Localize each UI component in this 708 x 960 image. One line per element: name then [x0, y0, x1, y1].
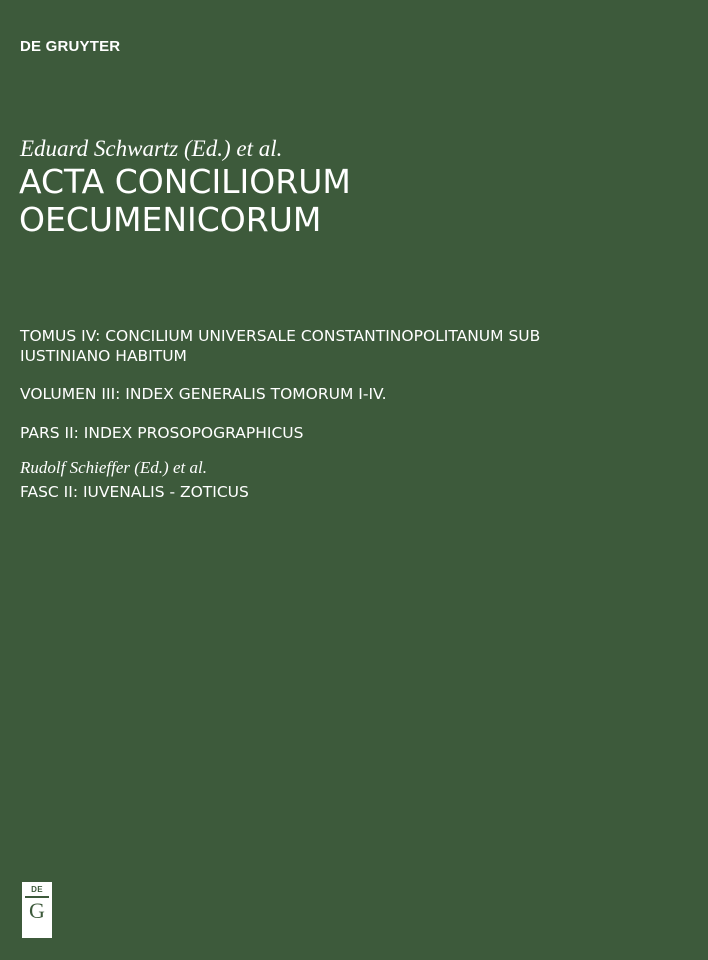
title-line-2: OECUMENICORUM — [19, 200, 322, 239]
title-line-1: ACTA CONCILIORUM — [19, 162, 351, 201]
tomus-line-1: TOMUS IV: CONCILIUM UNIVERSALE CONSTANTINOPOLITANUM SUB — [20, 327, 541, 345]
tomus-line-2: IUSTINIANO HABITUM — [20, 347, 187, 365]
editor-name: Eduard Schwartz (Ed.) et al. — [20, 136, 283, 161]
fasc-heading: FASC II: IUVENALIS - ZOTICUS — [20, 483, 249, 501]
book-title — [19, 163, 679, 239]
volumen-heading: VOLUMEN III: INDEX GENERALIS TOMORUM I-IV. — [20, 385, 387, 403]
publisher-name: DE GRUYTER — [20, 38, 121, 55]
logo-letter: G — [29, 898, 45, 923]
logo-top-text: DE — [31, 885, 43, 894]
tomus-heading — [20, 326, 540, 366]
pars-heading: PARS II: INDEX PROSOPOGRAPHICUS — [20, 424, 304, 442]
de-gruyter-logo-icon — [22, 882, 52, 938]
sub-editor-name: Rudolf Schieffer (Ed.) et al. — [20, 458, 207, 477]
